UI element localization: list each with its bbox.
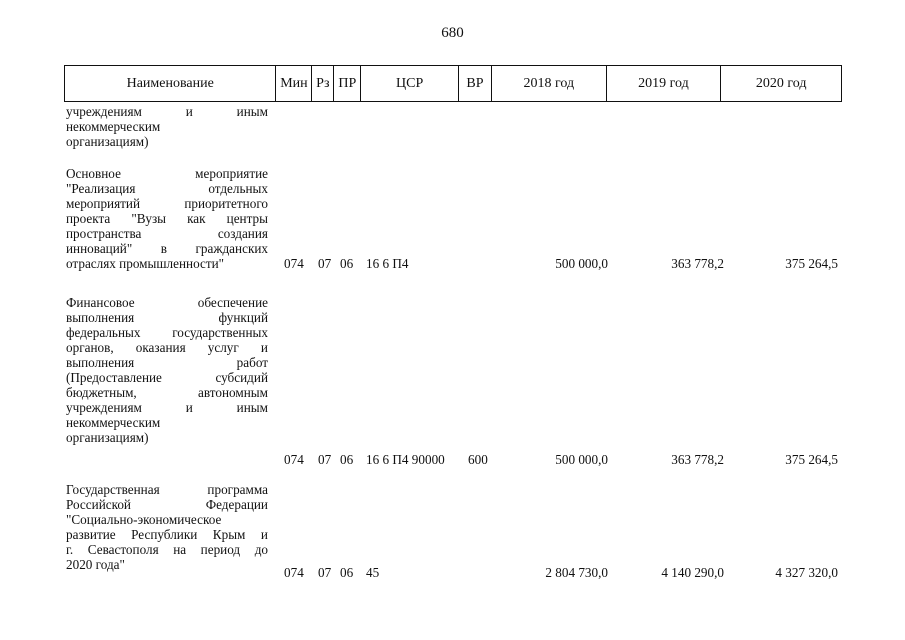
row-name [66,104,268,149]
name-line: 2020 года" [66,557,125,572]
name-line: некоммерческим [66,415,161,430]
cell-min: 074 [284,565,304,580]
name-line: некоммерческим [66,119,161,134]
name-line: Основное мероприятие [66,166,268,181]
col-header-rz: Рз [312,66,334,101]
name-line: Финансовое обеспечение [66,295,268,310]
name-line: отраслях промышленности" [66,256,225,271]
cell-2020: 375 264,5 [785,452,838,467]
cell-vr: 600 [468,452,488,467]
table-header [64,65,842,102]
name-line: Государственная программа [66,482,268,497]
page-number: 680 [441,25,464,41]
name-line: (Предоставление субсидий [66,370,268,385]
cell-2018: 500 000,0 [555,256,608,271]
col-header-2018: 2018 год [492,66,607,101]
col-header-name: Наименование [65,66,276,101]
name-line: пространства создания [66,226,268,241]
col-header-2020: 2020 год [755,75,807,91]
cell-2020: 4 327 320,0 [775,565,838,580]
row-name [66,295,268,445]
col-header-pr: ПР [334,66,361,101]
cell-2018: 2 804 730,0 [545,565,608,580]
name-line: г. Севастополя на период до [66,542,268,557]
cell-rz: 07 [318,565,332,580]
col-header-min: Мин [276,66,312,101]
name-line: учреждениям и иным [66,400,268,415]
name-line: Российской Федерации [66,497,268,512]
name-line: учреждениям и иным [66,104,268,119]
cell-rz: 07 [318,452,332,467]
name-line: бюджетным, автономным [66,385,268,400]
name-line: инноваций" в гражданских [66,241,268,256]
cell-2018: 500 000,0 [555,452,608,467]
cell-min: 074 [284,452,304,467]
name-line: организациям) [66,134,149,149]
cell-csr: 16 6 П4 90000 [366,452,445,467]
cell-rz: 07 [318,256,332,271]
cell-csr: 45 [366,565,380,580]
name-line: федеральных государственных [66,325,268,340]
row-name [66,482,268,572]
name-line: "Социально-экономическое [66,512,222,527]
name-line: проекта "Вузы как центры [66,211,268,226]
name-line: мероприятий приоритетного [66,196,268,211]
name-line: развитие Республики Крым и [66,527,268,542]
cell-2019: 363 778,2 [671,256,724,271]
cell-2019: 4 140 290,0 [661,565,724,580]
cell-pr: 06 [340,256,354,271]
cell-csr: 16 6 П4 [366,256,409,271]
cell-pr: 06 [340,452,354,467]
name-line: выполнения функций [66,310,268,325]
name-line: выполнения работ [66,355,268,370]
cell-pr: 06 [340,565,354,580]
cell-2020: 375 264,5 [785,256,838,271]
name-line: органов, оказания услуг и [66,340,268,355]
name-line: "Реализация отдельных [66,181,268,196]
col-header-csr: ЦСР [361,66,459,101]
row-name [66,166,268,271]
cell-2019: 363 778,2 [671,452,724,467]
col-header-2019: 2019 год [607,66,722,101]
cell-min: 074 [284,256,304,271]
col-header-vr: ВР [459,66,492,101]
name-line: организациям) [66,430,149,445]
